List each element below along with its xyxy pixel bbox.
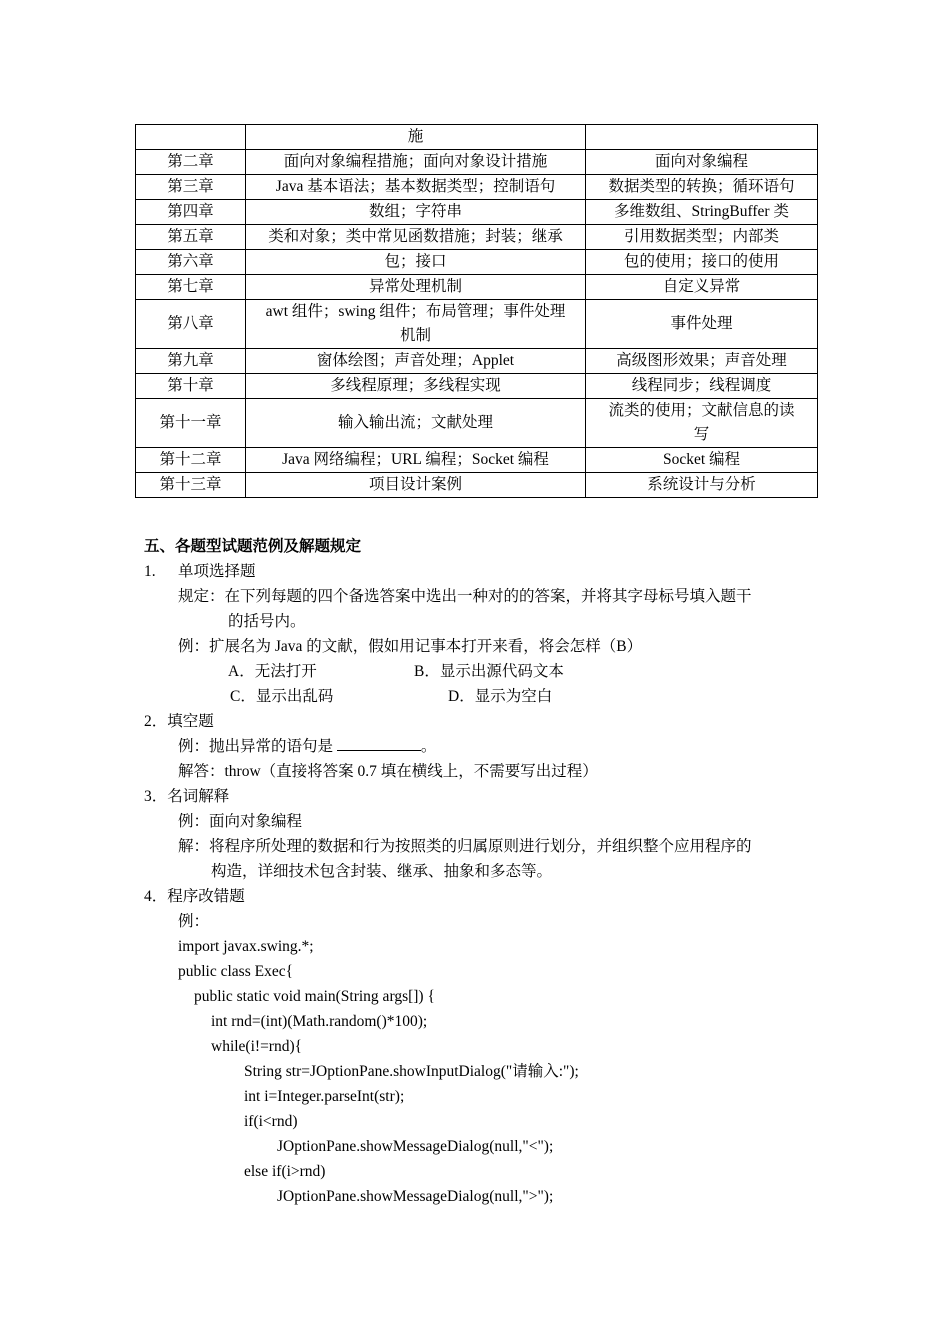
focus-cell: 包的使用；接口的使用 bbox=[586, 250, 818, 275]
chapter-cell bbox=[136, 125, 246, 150]
table-row bbox=[136, 374, 818, 399]
topics-cell: 项目设计案例 bbox=[246, 473, 586, 498]
q3-title: 3．名词解释 bbox=[144, 788, 230, 805]
table-row bbox=[136, 225, 818, 250]
table-row bbox=[136, 399, 818, 448]
focus-line: 流类的使用；文献信息的读 bbox=[608, 402, 795, 419]
table-row bbox=[136, 150, 818, 175]
table-row bbox=[136, 125, 818, 150]
option-c: C．显示出乱码 bbox=[230, 688, 334, 705]
q2-example bbox=[178, 734, 436, 759]
focus-cell: 自定义异常 bbox=[586, 275, 818, 300]
chapter-cell: 第四章 bbox=[136, 200, 246, 225]
topics-cell: 面向对象编程措施；面向对象设计措施 bbox=[246, 150, 586, 175]
focus-cell: 系统设计与分析 bbox=[586, 473, 818, 498]
chapter-cell: 第二章 bbox=[136, 150, 246, 175]
focus-cell bbox=[586, 399, 818, 448]
focus-cell: 多维数组、StringBuffer 类 bbox=[586, 200, 818, 225]
section-heading: 五、各题型试题范例及解题规定 bbox=[144, 538, 362, 555]
table-row bbox=[136, 473, 818, 498]
table-row bbox=[136, 300, 818, 349]
q2-example-end: 。 bbox=[420, 738, 437, 755]
topics-cell: 输入输出流；文献处理 bbox=[246, 399, 586, 448]
focus-cell: 事件处理 bbox=[586, 300, 818, 349]
chapter-cell: 第十一章 bbox=[136, 399, 246, 448]
table-row bbox=[136, 448, 818, 473]
q1-title: 单项选择题 bbox=[178, 563, 256, 580]
focus-cell: 引用数据类型；内部类 bbox=[586, 225, 818, 250]
topics-cell: 施 bbox=[246, 125, 586, 150]
q1-rule-line: 规定：在下列每题的四个备选答案中选出一种对的的答案，并将其字母标号填入题干 bbox=[178, 588, 752, 605]
topics-cell: 异常处理机制 bbox=[246, 275, 586, 300]
chapter-cell: 第七章 bbox=[136, 275, 246, 300]
focus-cell bbox=[586, 125, 818, 150]
topics-line: 机制 bbox=[399, 327, 431, 344]
q2-answer: 解答：throw（直接将答案 0.7 填在横线上，不需要写出过程） bbox=[178, 763, 598, 780]
code-line: import javax.swing.*; bbox=[178, 938, 314, 955]
code-line: public static void main(String args[]) { bbox=[194, 988, 435, 1005]
q2-title: 2．填空题 bbox=[144, 713, 214, 730]
chapter-cell: 第九章 bbox=[136, 349, 246, 374]
chapter-cell: 第六章 bbox=[136, 250, 246, 275]
q3-example: 例：面向对象编程 bbox=[178, 813, 303, 830]
table-row bbox=[136, 349, 818, 374]
q2-example-text: 例：抛出异常的语句是 bbox=[178, 738, 334, 755]
option-a: A．无法打开 bbox=[228, 663, 317, 680]
topics-cell: 多线程原理；多线程实现 bbox=[246, 374, 586, 399]
q4-example: 例： bbox=[178, 913, 210, 930]
option-d: D．显示为空白 bbox=[448, 688, 553, 705]
q1-example: 例：扩展名为 Java 的文献，假如用记事本打开来看，将会怎样（B） bbox=[178, 638, 643, 655]
topics-line: awt 组件；swing 组件；布局管理；事件处理 bbox=[265, 303, 566, 320]
table-row bbox=[136, 250, 818, 275]
code-line: int i=Integer.parseInt(str); bbox=[244, 1088, 405, 1105]
chapter-cell: 第十章 bbox=[136, 374, 246, 399]
topics-cell: 窗体绘图；声音处理；Applet bbox=[246, 349, 586, 374]
focus-cell: 面向对象编程 bbox=[586, 150, 818, 175]
table-row bbox=[136, 200, 818, 225]
code-line: JOptionPane.showMessageDialog(null,">"); bbox=[277, 1188, 554, 1205]
q1-number: 1. bbox=[144, 563, 156, 580]
focus-cell: 线程同步；线程调度 bbox=[586, 374, 818, 399]
topics-cell: 包；接口 bbox=[246, 250, 586, 275]
table-row bbox=[136, 175, 818, 200]
chapter-cell: 第十二章 bbox=[136, 448, 246, 473]
q1-rule-line: 的括号内。 bbox=[228, 613, 306, 630]
focus-cell: 数据类型的转换；循环语句 bbox=[586, 175, 818, 200]
syllabus-table bbox=[135, 124, 818, 498]
table-row bbox=[136, 275, 818, 300]
chapter-cell: 第十三章 bbox=[136, 473, 246, 498]
chapter-cell: 第五章 bbox=[136, 225, 246, 250]
option-b: B．显示出源代码文本 bbox=[414, 663, 564, 680]
code-line: if(i<rnd) bbox=[244, 1113, 298, 1130]
q4-title: 4．程序改错题 bbox=[144, 888, 245, 905]
code-line: JOptionPane.showMessageDialog(null,"<"); bbox=[277, 1138, 554, 1155]
chapter-cell: 第三章 bbox=[136, 175, 246, 200]
topics-cell: 数组；字符串 bbox=[246, 200, 586, 225]
q3-answer-line: 解：将程序所处理的数据和行为按照类的归属原则进行划分，并组织整个应用程序的 bbox=[178, 838, 752, 855]
answer-blank bbox=[337, 735, 421, 751]
code-line: int rnd=(int)(Math.random()*100); bbox=[211, 1013, 428, 1030]
focus-cell: Socket 编程 bbox=[586, 448, 818, 473]
topics-cell bbox=[246, 300, 586, 349]
topics-cell: Java 基本语法；基本数据类型；控制语句 bbox=[246, 175, 586, 200]
code-line: else if(i>rnd) bbox=[244, 1163, 326, 1180]
chapter-cell: 第八章 bbox=[136, 300, 246, 349]
code-line: while(i!=rnd){ bbox=[211, 1038, 303, 1055]
topics-cell: Java 网络编程；URL 编程；Socket 编程 bbox=[246, 448, 586, 473]
topics-cell: 类和对象；类中常见函数措施；封装；继承 bbox=[246, 225, 586, 250]
code-line: String str=JOptionPane.showInputDialog("请输入:"); bbox=[244, 1063, 579, 1080]
focus-cell: 高级图形效果；声音处理 bbox=[586, 349, 818, 374]
code-line: public class Exec{ bbox=[178, 963, 294, 980]
focus-line: 写 bbox=[693, 426, 710, 443]
q3-answer-line: 构造，详细技术包含封装、继承、抽象和多态等。 bbox=[211, 863, 553, 880]
